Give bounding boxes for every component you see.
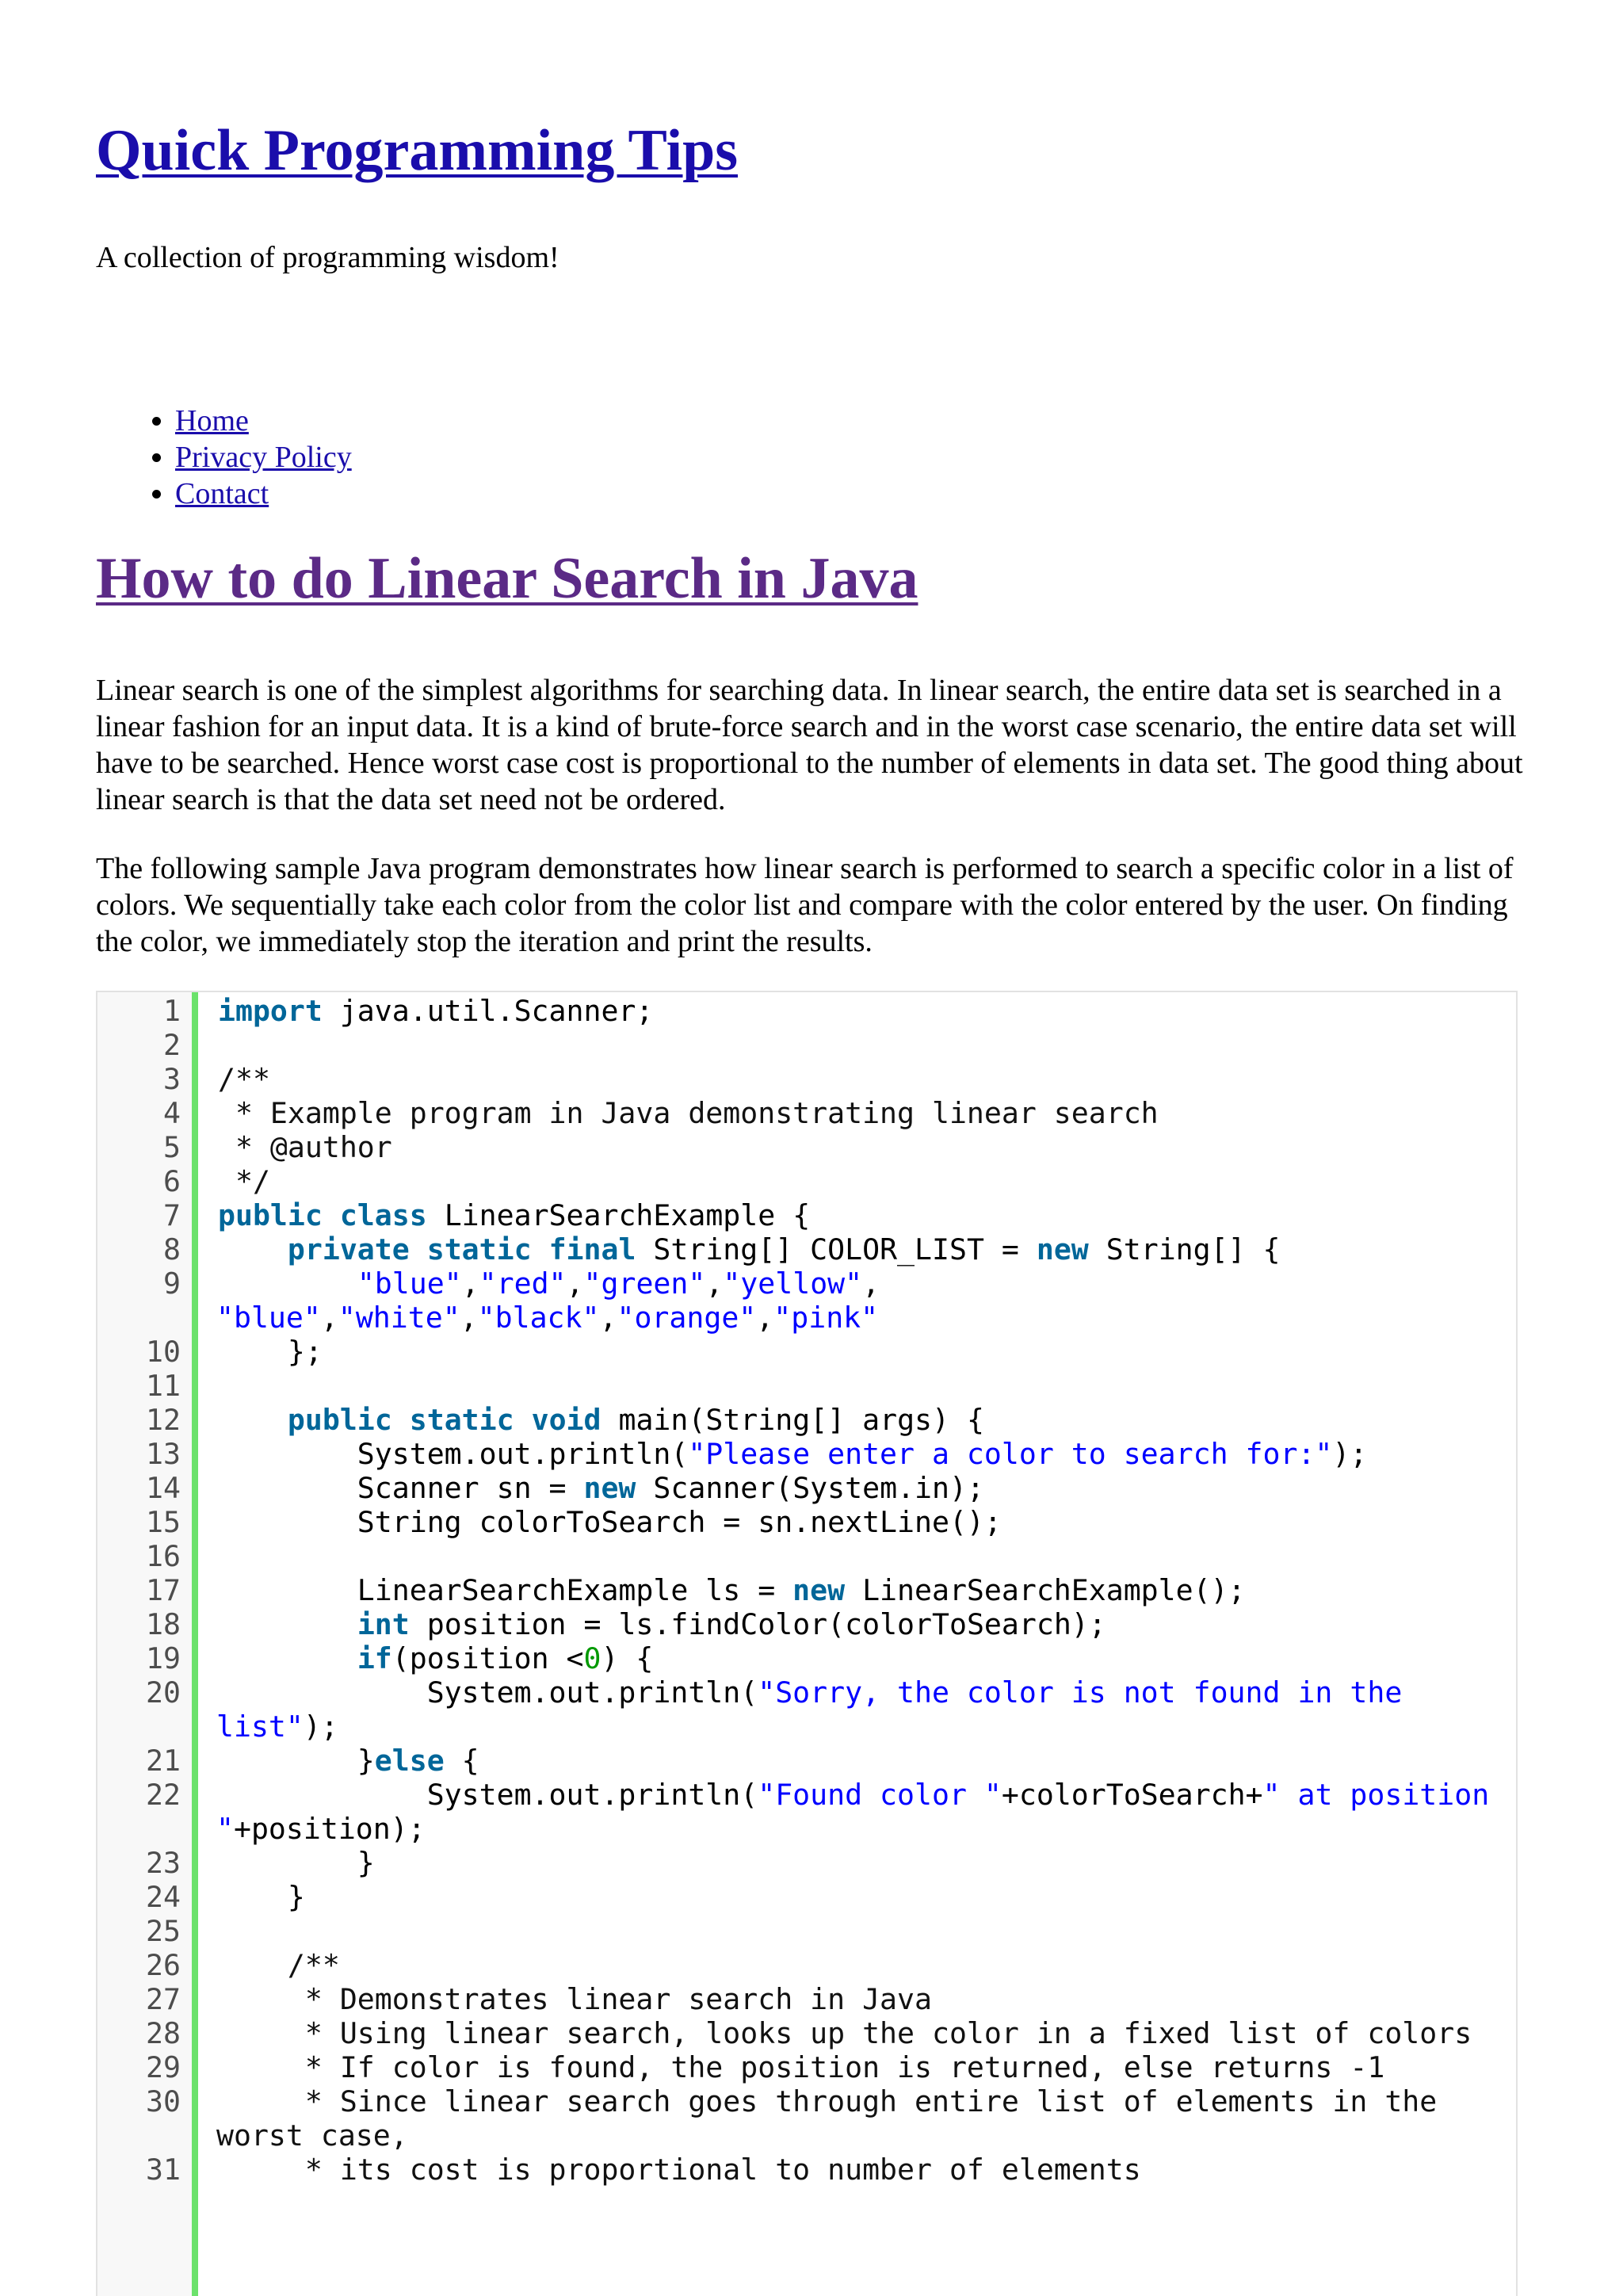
code-line xyxy=(97,2016,1516,2050)
code-token: String[] { xyxy=(1088,1232,1281,1266)
code-token: "yellow" xyxy=(723,1266,863,1301)
code-line-text xyxy=(218,1266,1516,1301)
code-token: System.out.println( xyxy=(218,1675,758,1710)
code-token: , xyxy=(320,1301,338,1335)
code-line-number: 15 xyxy=(146,1505,181,1539)
post-title-link[interactable]: How to do Linear Search in Java xyxy=(96,546,918,611)
code-line-number: 21 xyxy=(146,1744,181,1778)
code-token: new xyxy=(792,1573,846,1607)
code-line xyxy=(97,2084,1516,2118)
code-token xyxy=(218,1232,288,1266)
code-line xyxy=(97,1573,1516,1607)
code-line-number: 17 xyxy=(146,1573,181,1607)
code-token: worst case, xyxy=(216,2118,408,2153)
code-token: final xyxy=(548,1232,636,1266)
code-token: , xyxy=(599,1301,617,1335)
code-line xyxy=(97,2118,1516,2153)
code-line-text xyxy=(218,2016,1516,2050)
code-line-text xyxy=(218,1914,1516,1948)
code-token: LinearSearchExample(); xyxy=(845,1573,1246,1607)
code-line-text xyxy=(218,1539,1516,1573)
code-token: "blue" xyxy=(357,1266,462,1301)
code-token: * If color is found, the position is returned, else returns -1 xyxy=(218,2050,1385,2084)
code-token: "red" xyxy=(479,1266,567,1301)
code-line xyxy=(97,1505,1516,1539)
code-token: "Found color " xyxy=(758,1778,1002,1812)
code-line-number: 1 xyxy=(163,994,181,1028)
code-line xyxy=(97,1266,1516,1301)
code-line-number: 28 xyxy=(146,2016,181,2050)
code-line-number: 22 xyxy=(146,1778,181,1812)
code-line-text xyxy=(218,994,1516,1028)
code-token: ) { xyxy=(601,1641,654,1675)
code-line-text xyxy=(218,1505,1516,1539)
code-line-text xyxy=(218,1778,1516,1812)
code-line-number: 14 xyxy=(146,1471,181,1505)
code-token: " at position xyxy=(1262,1778,1490,1812)
code-line-number: 29 xyxy=(146,2050,181,2084)
code-line-text xyxy=(218,1982,1516,2016)
code-line xyxy=(97,1982,1516,2016)
code-token: /** xyxy=(218,1948,340,1982)
code-token: * Example program in Java demonstrating linear search xyxy=(218,1096,1159,1130)
code-token: int xyxy=(357,1607,410,1641)
code-token: String[] COLOR_LIST = xyxy=(636,1232,1037,1266)
code-line-text xyxy=(218,1846,1516,1880)
code-line-number: 30 xyxy=(146,2084,181,2118)
code-line-text xyxy=(218,1232,1516,1266)
code-token: position = ls.findColor(colorToSearch); xyxy=(409,1607,1106,1641)
code-token: +position); xyxy=(233,1812,426,1846)
code-token: if xyxy=(357,1641,392,1675)
code-token xyxy=(218,1028,235,1062)
code-line xyxy=(97,1096,1516,1130)
code-token: * its cost is proportional to number of elements xyxy=(218,2153,1141,2187)
code-line xyxy=(97,994,1516,1028)
code-line xyxy=(97,1232,1516,1266)
code-line xyxy=(97,1641,1516,1675)
code-line-text xyxy=(218,1062,1516,1096)
code-token: "green" xyxy=(583,1266,706,1301)
code-token: "pink" xyxy=(773,1301,879,1335)
code-token: void xyxy=(531,1403,601,1437)
code-line xyxy=(97,2050,1516,2084)
code-token: public xyxy=(287,1403,392,1437)
code-token: * Demonstrates linear search in Java xyxy=(218,1982,932,2016)
code-token: System.out.println( xyxy=(218,1437,689,1471)
code-line-text xyxy=(218,2153,1516,2187)
nav-link-contact[interactable]: Contact xyxy=(175,477,269,510)
code-line xyxy=(97,1062,1516,1096)
code-token: String colorToSearch = sn.nextLine(); xyxy=(218,1505,1002,1539)
code-token: } xyxy=(218,1846,375,1880)
code-line xyxy=(97,1198,1516,1232)
code-line-number: 9 xyxy=(163,1266,181,1301)
code-line xyxy=(97,1471,1516,1505)
code-line xyxy=(97,1812,1516,1846)
code-token: 0 xyxy=(583,1641,601,1675)
code-token xyxy=(323,1198,340,1232)
code-token: public xyxy=(218,1198,323,1232)
code-token xyxy=(218,1403,288,1437)
code-line xyxy=(97,1675,1516,1710)
code-token: else xyxy=(374,1744,445,1778)
code-token xyxy=(532,1232,549,1266)
code-line-number: 13 xyxy=(146,1437,181,1471)
code-line-text xyxy=(218,1471,1516,1505)
code-line xyxy=(97,1028,1516,1062)
code-line-number: 2 xyxy=(163,1028,181,1062)
code-line-text xyxy=(218,1880,1516,1914)
code-token: "black" xyxy=(477,1301,600,1335)
code-line-text xyxy=(218,1028,1516,1062)
code-line xyxy=(97,1301,1516,1335)
code-line-text xyxy=(218,1607,1516,1641)
code-token: private xyxy=(287,1232,410,1266)
code-line-number: 24 xyxy=(146,1880,181,1914)
code-block[interactable] xyxy=(96,991,1518,2296)
code-token: { xyxy=(444,1744,479,1778)
post-title xyxy=(96,547,918,611)
code-token: Scanner sn = xyxy=(218,1471,584,1505)
code-line-number: 19 xyxy=(146,1641,181,1675)
post-paragraph-intro: Linear search is one of the simplest algorithms for searching data. In linear search, the entire data set is searched in a linear fashion for an input data. It is a kind of brute-force search and in the worst case scenario, the entire data set will have to be searched. Hence worst case cost is proportional to the number of elements in data set. The good thing about linear search is that the data set need not be ordered. xyxy=(96,674,1523,816)
code-line-text xyxy=(218,1675,1516,1710)
code-line-number: 25 xyxy=(146,1914,181,1948)
code-line-text xyxy=(216,1301,1516,1335)
code-line xyxy=(97,1710,1516,1744)
code-line-text xyxy=(216,1710,1516,1744)
code-line xyxy=(97,1744,1516,1778)
code-token: "blue" xyxy=(216,1301,321,1335)
code-line xyxy=(97,1846,1516,1880)
code-token: } xyxy=(218,1744,375,1778)
code-token: main(String[] args) { xyxy=(601,1403,984,1437)
code-line xyxy=(97,1164,1516,1198)
code-token xyxy=(218,1369,235,1403)
code-token xyxy=(218,1539,235,1573)
code-token xyxy=(410,1232,427,1266)
code-token xyxy=(514,1403,532,1437)
code-token: static xyxy=(409,1403,514,1437)
code-line-text xyxy=(216,1812,1516,1846)
code-line-number: 31 xyxy=(146,2153,181,2187)
site-title-link[interactable]: Quick Programming Tips xyxy=(96,118,739,183)
post-paragraph-description: The following sample Java program demonstrates how linear search is performed to search a specific color in a list of colors. We sequentially take each color from the color list and compare with the color entered by the user. On finding the color, we immediately stop the iteration and print the results. xyxy=(96,852,1514,958)
code-token: , xyxy=(461,1266,479,1301)
code-token: ); xyxy=(303,1710,338,1744)
code-line xyxy=(97,1607,1516,1641)
code-token: new xyxy=(583,1471,636,1505)
site-title xyxy=(96,119,738,183)
code-token: * Since linear search goes through entire list of elements in the xyxy=(218,2084,1438,2118)
code-line-number: 26 xyxy=(146,1948,181,1982)
code-line xyxy=(97,1130,1516,1164)
code-token: list" xyxy=(216,1710,304,1744)
code-token: class xyxy=(339,1198,427,1232)
code-token: static xyxy=(426,1232,532,1266)
code-line xyxy=(97,1914,1516,1948)
code-token xyxy=(218,1641,357,1675)
code-line-number: 23 xyxy=(146,1846,181,1880)
code-token: , xyxy=(862,1266,880,1301)
code-line-number: 6 xyxy=(163,1164,181,1198)
code-line xyxy=(97,1403,1516,1437)
code-token: , xyxy=(705,1266,724,1301)
code-token: +colorToSearch+ xyxy=(1001,1778,1263,1812)
code-line-number: 3 xyxy=(163,1062,181,1096)
code-token xyxy=(218,1914,235,1948)
code-line-text xyxy=(218,1198,1516,1232)
code-line-text xyxy=(218,2050,1516,2084)
main-nav xyxy=(96,403,352,512)
code-line xyxy=(97,1539,1516,1573)
code-token: , xyxy=(756,1301,774,1335)
code-token: Scanner(System.in); xyxy=(636,1471,984,1505)
code-line xyxy=(97,2153,1516,2187)
code-line-number: 8 xyxy=(163,1232,181,1266)
code-token xyxy=(392,1403,410,1437)
code-line-number: 27 xyxy=(146,1982,181,2016)
code-line-text xyxy=(218,1335,1516,1369)
code-token: ); xyxy=(1332,1437,1368,1471)
code-line xyxy=(97,1948,1516,1982)
nav-link-home[interactable]: Home xyxy=(175,404,249,437)
code-line-number: 11 xyxy=(146,1369,181,1403)
code-line-text xyxy=(218,1403,1516,1437)
code-token xyxy=(218,1266,357,1301)
code-line-text xyxy=(216,2118,1516,2153)
code-line-text xyxy=(218,1573,1516,1607)
code-token: java.util.Scanner; xyxy=(322,994,654,1028)
nav-item-privacy-policy xyxy=(175,439,352,476)
code-token: " xyxy=(216,1812,234,1846)
code-token: , xyxy=(460,1301,478,1335)
code-line-text xyxy=(218,1096,1516,1130)
code-line-text xyxy=(218,1948,1516,1982)
code-token: /** xyxy=(218,1062,270,1096)
code-token: "Please enter a color to search for:" xyxy=(688,1437,1333,1471)
code-token: }; xyxy=(218,1335,323,1369)
code-token: , xyxy=(566,1266,584,1301)
code-line xyxy=(97,1778,1516,1812)
code-line-number: 20 xyxy=(146,1675,181,1710)
code-token: * Using linear search, looks up the color in a fixed list of colors xyxy=(218,2016,1472,2050)
code-token: "white" xyxy=(338,1301,460,1335)
code-line-number: 10 xyxy=(146,1335,181,1369)
code-token: * @author xyxy=(218,1130,392,1164)
code-token: "Sorry, the color is not found in the xyxy=(758,1675,1403,1710)
code-line-number: 18 xyxy=(146,1607,181,1641)
code-line-text xyxy=(218,2084,1516,2118)
code-line-text xyxy=(218,1164,1516,1198)
code-token xyxy=(218,1607,357,1641)
code-token: */ xyxy=(218,1164,270,1198)
code-token: System.out.println( xyxy=(218,1778,758,1812)
code-line-text xyxy=(218,1641,1516,1675)
code-token: new xyxy=(1036,1232,1089,1266)
code-line-text xyxy=(218,1437,1516,1471)
code-line-number: 5 xyxy=(163,1130,181,1164)
nav-item-home xyxy=(175,403,352,439)
code-token: LinearSearchExample ls = xyxy=(218,1573,793,1607)
code-line-number: 16 xyxy=(146,1539,181,1573)
code-token: LinearSearchExample { xyxy=(426,1198,811,1232)
code-token: } xyxy=(218,1880,305,1914)
code-line-number: 7 xyxy=(163,1198,181,1232)
code-line xyxy=(97,1335,1516,1369)
code-line-number: 4 xyxy=(163,1096,181,1130)
code-line-text xyxy=(218,1369,1516,1403)
nav-item-contact xyxy=(175,476,352,512)
nav-link-privacy-policy[interactable]: Privacy Policy xyxy=(175,441,352,474)
code-line-number: 12 xyxy=(146,1403,181,1437)
code-token: "orange" xyxy=(617,1301,757,1335)
code-line xyxy=(97,1437,1516,1471)
code-lines xyxy=(97,994,1516,2187)
code-line xyxy=(97,1369,1516,1403)
code-line-text xyxy=(218,1130,1516,1164)
code-line-text xyxy=(218,1744,1516,1778)
code-line xyxy=(97,1880,1516,1914)
code-token: import xyxy=(218,994,323,1028)
site-tagline: A collection of programming wisdom! xyxy=(96,241,559,274)
code-token: (position < xyxy=(391,1641,584,1675)
